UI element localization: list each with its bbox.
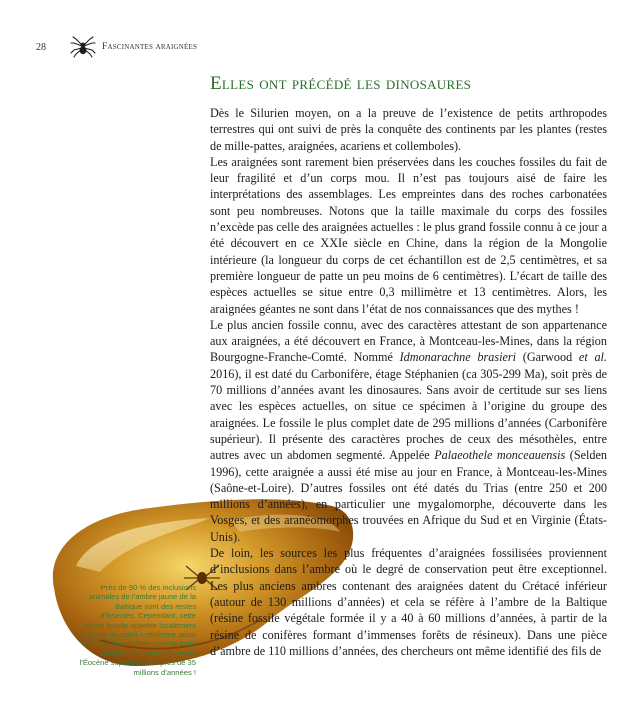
paragraph-1: Dès le Silurien moyen, on a la preuve de l’existence de petits arthropodes terrestres qui ont suivi de près la conquête des continents par les plantes (restes de mille-pattes, araignées, acariens et collemboles). bbox=[210, 106, 607, 153]
page-header bbox=[36, 36, 197, 58]
paragraph-3-text-d: (Selden 1996), cette araignée a aussi été mise au jour en France, à Montceau-les-Mines (Saône-et-Loire). D’autres fossiles ont été datés du Trias (entre 250 et 200 millions d’années), en particulier une mygalomorphe, découverte dans les Vosges, et des aranéomorphes trouvées en Afrique du Sud et en Virginie (États-Unis). bbox=[210, 448, 607, 544]
main-text-column bbox=[210, 105, 607, 659]
spider-icon bbox=[70, 36, 96, 58]
paragraph-4: De loin, les sources les plus fréquentes d’araignées fossilisées proviennent d’inclusions dans l’ambre où le degré de conservation peut être exceptionnel. Les plus anciens ambres contenant des araignées datent du Crétacé inférieur (autour de 130 millions d’années) et cela se réfère à l’ambre de la Baltique (résine fossile végétale formée il y a 40 à 60 millions d’années, à partir de la résine de conifères formant d’immenses forêts de résineux). Dans une pièce d’ambre de 110 millions d’années, des chercheurs ont même identifié des fils de bbox=[210, 546, 607, 658]
image-caption: Près de 90 % des inclusions animales de l’ambre jaune de la Baltique sont des restes d’insectes. Cependant, cette résine fossile appelée localement « pierre du soleil » renferme aussi d’autres organismes comme cette araignée de 2 mm datant de l’Éocène supérieur, soit près de 35 millions d’années ! bbox=[79, 583, 196, 677]
page-number: 28 bbox=[36, 41, 46, 53]
paragraph-2: Les araignées sont rarement bien préservées dans les couches fossiles du fait de leur fragilité et d’un corps mou. Il n’est pas toujours aisé de faire les interprétations des assemblages. Les empreintes dans des roches carbonatées sont peu nombreuses. Notons que la taille maximale du corps des fossiles n’excède pas celle des araignées actuelles : le plus grand fossile connu à ce jour a été découvert en ce XXIe siècle en Chine, dans la région de la Mongolie intérieure (la longueur du corps de cet échantillon est de 2,5 centimètres, et sa première longueur de patte un peu moins de 6 centimètres). L’écart de taille des espèces actuelles se situe entre 0,3 millimètre et 13 centimètres. Alors, les araignées géantes ne sont dans l’état de nos connaissances que des mythes ! bbox=[210, 154, 607, 316]
et-al: et al. bbox=[578, 350, 607, 365]
running-title: Fascinantes araignées bbox=[102, 42, 198, 52]
paragraph-3-text-c: 2016), il est daté du Carbonifère, étage Stéphanien (ca 305-299 Ma), soit près de 70 millions d’années avant les dinosaures. Sans avoir de certitude sur ses liens avec les espèces actuelles, on situe ce spécimen à l’origine du groupe des araignées. Le fossile le plus complet date de 295 millions d’années (Carbonifère supérieur). Il présente des caractères proches de ceux des mésothèles, entre autres avec un abdomen segmenté. Appelée bbox=[210, 366, 607, 463]
paragraph-3-text-b: (Garwood bbox=[516, 350, 579, 365]
paragraph-3-text-a: Le plus ancien fossile connu, avec des caractères attestant de son appartenance aux araignées, a été découvert en France, à Montceau-les-Mines, dans la région Bourgogne-Franche-Comté. Nommé bbox=[210, 317, 607, 365]
section-title: Elles ont précédé les dinosaures bbox=[210, 73, 472, 94]
species-name-1: Idmonarachne brasieri bbox=[399, 350, 517, 365]
paragraph-3 bbox=[210, 317, 607, 545]
species-name-2: Palaeothele monceauensis bbox=[434, 448, 566, 463]
